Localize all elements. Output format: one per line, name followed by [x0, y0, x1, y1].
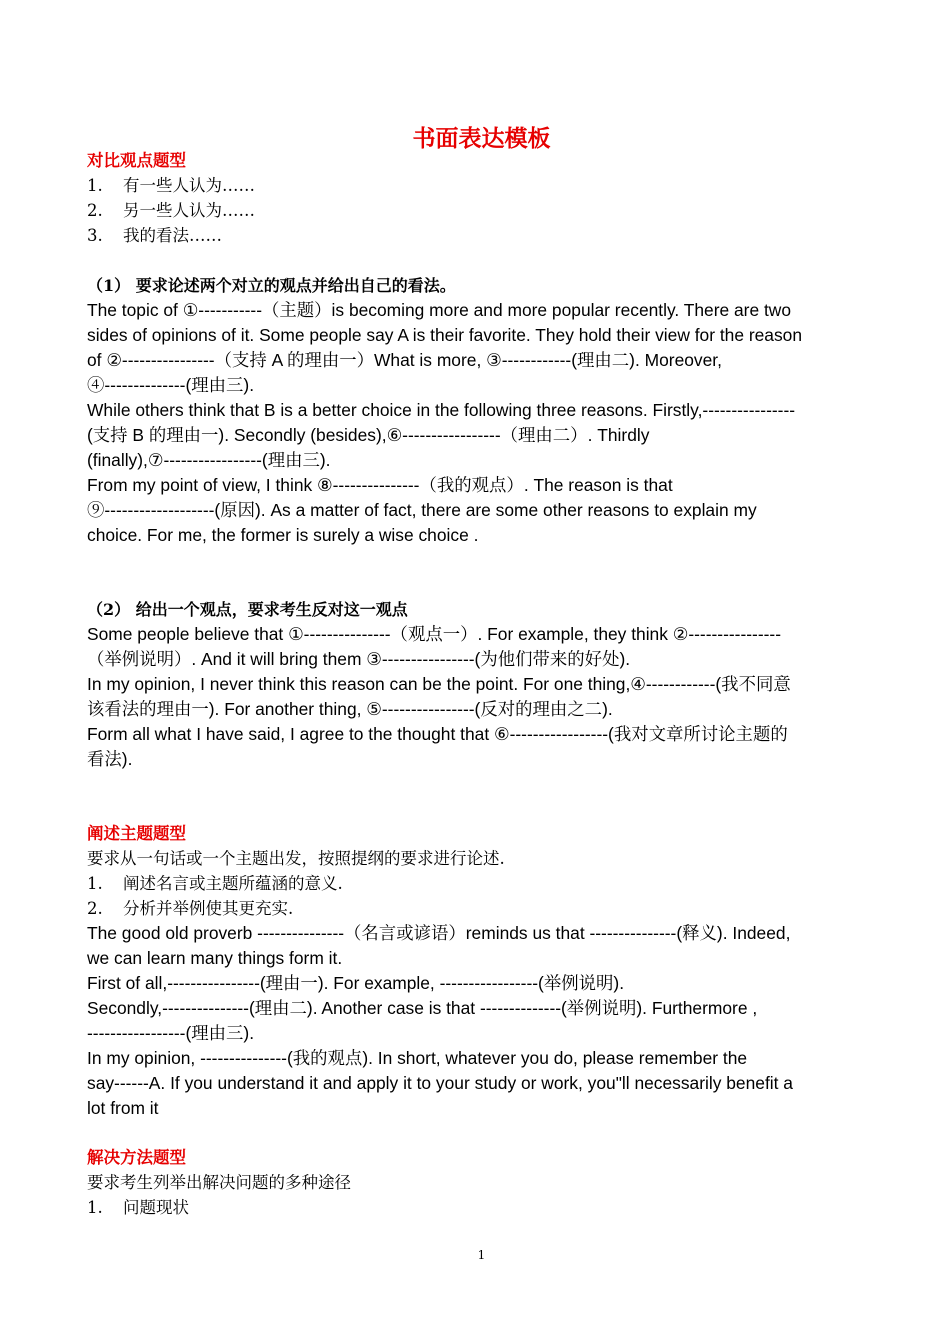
- section-heading-solution: 解决方法题型: [87, 1148, 186, 1167]
- section-heading-theme: 阐述主题题型: [87, 824, 186, 843]
- list-item: [87, 198, 255, 223]
- list-number: 1.: [87, 874, 103, 893]
- list-number: 1.: [87, 176, 103, 195]
- text-line: ⑨-------------------(原因). As a matter of fact, there are some other reasons to explain my: [87, 500, 757, 520]
- text-line: choice. For me, the former is surely a wise choice .: [87, 525, 479, 545]
- list-number: 2.: [87, 899, 103, 918]
- subheading-2: （2） 给出一个观点，要求考生反对这一观点: [87, 600, 408, 619]
- list-item-text: 阐述名言或主题所蕴涵的意义.: [123, 874, 343, 893]
- section-intro: 要求考生列举出解决问题的多种途径: [87, 1173, 351, 1192]
- text-line: In my opinion, I never think this reason can be the point. For one thing,④------------(我不同意: [87, 674, 791, 694]
- list-item-text: 有一些人认为……: [123, 176, 255, 195]
- text-line: say------A. If you understand it and apply it to your study or work, you"ll necessarily benefit a: [87, 1073, 793, 1093]
- list-item-text: 分析并举例使其更充实.: [123, 899, 294, 918]
- subheading-1: （1） 要求论述两个对立的观点并给出自己的看法。: [87, 276, 456, 295]
- text-line: 该看法的理由一). For another thing, ⑤----------------(反对的理由之二).: [87, 699, 613, 719]
- text-line: ④--------------(理由三).: [87, 375, 255, 395]
- text-line: Form all what I have said, I agree to the thought that ⑥-----------------(我对文章所讨论主题的: [87, 724, 788, 744]
- list-item: [87, 1195, 189, 1220]
- text-line: we can learn many things form it.: [87, 948, 343, 968]
- text-line: In my opinion, ---------------(我的观点). In short, whatever you do, please remember the: [87, 1048, 748, 1068]
- text-line: (finally),⑦-----------------(理由三).: [87, 450, 331, 470]
- text-line: While others think that B is a better choice in the following three reasons. Firstly,----------------: [87, 400, 796, 420]
- text-line: Secondly,---------------(理由二). Another case is that --------------(举例说明). Furthermore ,: [87, 998, 758, 1018]
- text-line: -----------------(理由三).: [87, 1023, 255, 1043]
- list-item: [87, 896, 293, 921]
- list-number: 1.: [87, 1198, 103, 1217]
- text-line: The good old proverb ---------------（名言或谚语）reminds us that ---------------(释义). Indeed,: [87, 923, 791, 943]
- list-item-text: 问题现状: [123, 1198, 189, 1217]
- text-line: sides of opinions of it. Some people say A is their favorite. They hold their view for the reason: [87, 325, 803, 345]
- text-line: From my point of view, I think ⑧---------------（我的观点）. The reason is that: [87, 475, 673, 495]
- text-line: The topic of ①-----------（主题）is becoming more and more popular recently. There are two: [87, 300, 792, 320]
- list-item-text: 我的看法……: [123, 226, 222, 245]
- list-item-text: 另一些人认为……: [123, 201, 255, 220]
- section-heading-compare: 对比观点题型: [87, 151, 186, 170]
- text-line: First of all,----------------(理由一). For example, -----------------(举例说明).: [87, 973, 625, 993]
- text-line: of ②----------------（支持 A 的理由一）What is more, ③------------(理由二). Moreover,: [87, 350, 722, 370]
- text-line: （举例说明）. And it will bring them ③----------------(为他们带来的好处).: [87, 649, 631, 669]
- page-number: 1: [477, 1248, 486, 1262]
- list-item: [87, 223, 222, 248]
- list-number: 2.: [87, 201, 103, 220]
- list-number: 3.: [87, 226, 103, 245]
- page-title: 书面表达模板: [412, 125, 551, 152]
- text-line: Some people believe that ①---------------（观点一）. For example, they think ②----------------: [87, 624, 782, 644]
- list-item: [87, 173, 255, 198]
- text-line: lot from it: [87, 1098, 159, 1118]
- text-line: (支持 B 的理由一). Secondly (besides),⑥-----------------（理由二）. Thirdly: [87, 425, 650, 445]
- list-item: [87, 871, 343, 896]
- text-line: 看法).: [87, 749, 133, 769]
- section-intro: 要求从一句话或一个主题出发，按照提纲的要求进行论述.: [87, 849, 505, 868]
